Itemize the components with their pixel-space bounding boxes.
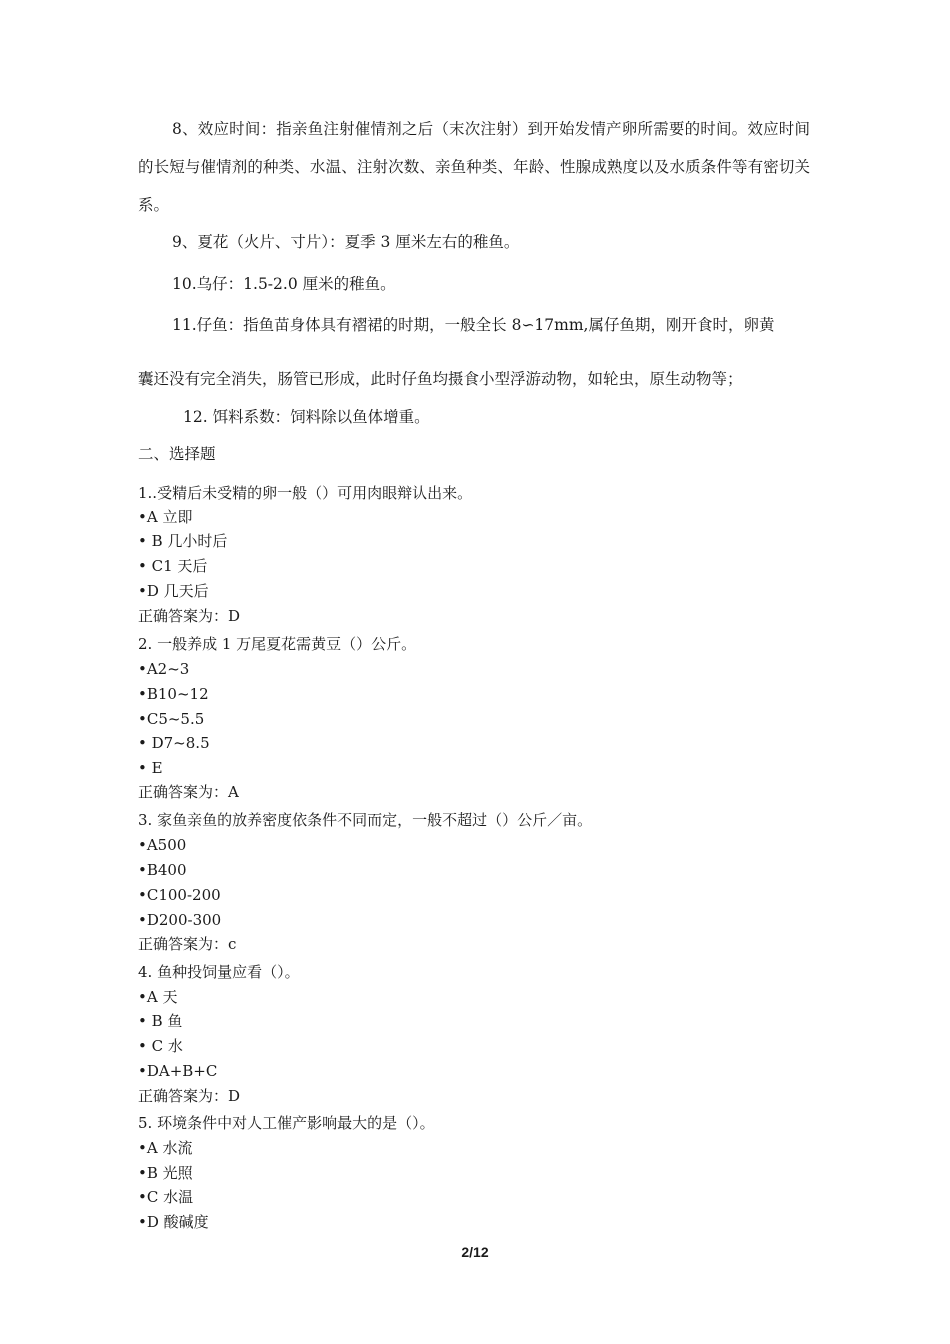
q2-answer: 正确答案为：A [138, 783, 239, 801]
q5-option-a: •A 水流 [138, 1139, 193, 1157]
section-title: 二、选择题 [138, 445, 216, 463]
q2-option-d: • D7~8.5 [138, 734, 210, 752]
definition-11-line1: 11.仔鱼：指鱼苗身体具有褶裙的时期，一般全长 8∽17mm,属仔鱼期，刚开食时，卵黄 [172, 316, 775, 334]
q1-option-d: •D 几天后 [138, 582, 209, 600]
definition-11-line2: 囊还没有完全消失，肠管已形成，此时仔鱼均摄食小型浮游动物，如轮虫，原生动物等； [138, 370, 743, 388]
q4-answer: 正确答案为：D [138, 1087, 241, 1105]
question-3: 3. 家鱼亲鱼的放养密度依条件不同而定，一般不超过（）公斤／亩。 [138, 811, 593, 829]
q4-option-d: •DA+B+C [138, 1062, 218, 1080]
q3-option-d: •D200-300 [138, 911, 222, 929]
q1-option-a: •A 立即 [138, 508, 193, 526]
q2-option-a: •A2~3 [138, 660, 190, 678]
q3-answer: 正确答案为：c [138, 935, 237, 953]
question-4: 4. 鱼种投饲量应看（）。 [138, 963, 300, 981]
q3-option-c: •C100-200 [138, 886, 221, 904]
q1-answer: 正确答案为：D [138, 607, 241, 625]
page-number: 2/12 [461, 1244, 489, 1260]
q4-option-b: • B 鱼 [138, 1012, 183, 1030]
q3-option-a: •A500 [138, 836, 187, 854]
q2-option-b: •B10~12 [138, 685, 209, 703]
question-2: 2. 一般养成 1 万尾夏花需黄豆（）公斤。 [138, 635, 417, 653]
definition-12: 12. 饵料系数：饲料除以鱼体增重。 [183, 408, 430, 426]
definition-10: 10.乌仔：1.5-2.0 厘米的稚鱼。 [172, 275, 396, 293]
q1-option-c: • C1 天后 [138, 557, 208, 575]
q1-option-b: • B 几小时后 [138, 532, 228, 550]
question-1: 1..受精后未受精的卵一般（）可用肉眼辩认出来。 [138, 484, 473, 502]
q5-option-b: •B 光照 [138, 1164, 193, 1182]
definition-9: 9、夏花（火片、寸片）：夏季 3 厘米左右的稚鱼。 [172, 233, 520, 251]
q4-option-a: •A 天 [138, 988, 178, 1006]
question-5: 5. 环境条件中对人工催产影响最大的是（）。 [138, 1114, 435, 1132]
q5-option-c: •C 水温 [138, 1188, 194, 1206]
q4-option-c: • C 水 [138, 1037, 183, 1055]
q3-option-b: •B400 [138, 861, 187, 879]
q5-option-d: •D 酸碱度 [138, 1213, 209, 1231]
definition-8: 8、效应时间：指亲鱼注射催情剂之后（末次注射）到开始发情产卵所需要的时间。效应时间的长短与催情剂的种类、水温、注射次数、亲鱼种类、年龄、性腺成熟度以及水质条件等有密切关系。 [138, 120, 810, 214]
q2-option-e: • E [138, 759, 163, 777]
q2-option-c: •C5~5.5 [138, 710, 205, 728]
